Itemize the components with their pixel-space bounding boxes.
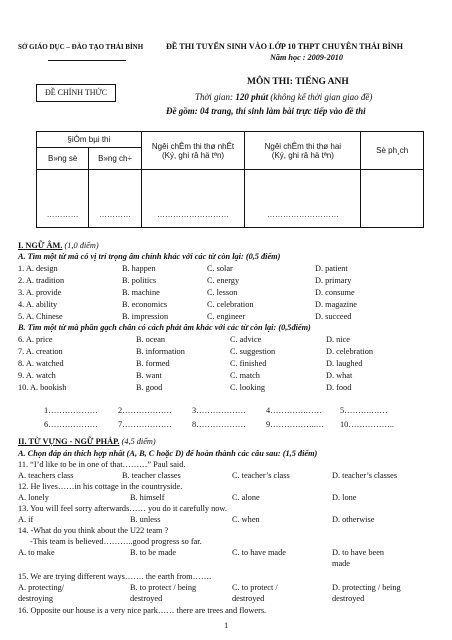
section2-partA-text: A. Chọn đáp án thích hợp nhất (A, B, C hoặc D) để hoàn thành các câu sau: <box>18 449 281 458</box>
examiner2-title: Ngêi chÊm thi thø hai <box>264 141 342 151</box>
exam-time <box>195 92 372 102</box>
section1-partB-text: B. Tìm một từ mà phần gạch chân có cách phát âm khác với các từ còn lại: <box>18 323 277 332</box>
pages-note: Đề gồm: 04 trang, thí sinh làm bài trực tiếp vào đề thi <box>166 106 366 116</box>
question-14: 14. -What do you think about the U22 team ? <box>18 526 169 535</box>
list-item: destroyed <box>332 594 365 603</box>
list-item: 8. A. watched <box>18 359 64 368</box>
list-item: B. happen <box>122 264 156 273</box>
list-item: C. finished <box>230 359 267 368</box>
list-item: 10. A. bookish <box>18 383 67 392</box>
section2-title <box>18 437 156 446</box>
section1-title <box>18 241 99 250</box>
list-item: C. advice <box>230 335 262 344</box>
question-12: 12. He lives……in his cottage in the countryside. <box>18 482 183 491</box>
question-14-reply: -This team is believed………..good progress so far. <box>30 537 202 546</box>
answer-blank[interactable]: 4………….…… <box>266 406 323 415</box>
list-item: B. machine <box>122 288 160 297</box>
section1-partB-points: (0,5điểm) <box>278 323 311 332</box>
id-code-header: Sè ph¸ch <box>361 132 424 170</box>
department-name: SỞ GIÁO DỤC – ĐÀO TẠO THÁI BÌNH <box>18 43 144 51</box>
examiner1-sign-note: (Ký, ghi râ hä tªn) <box>161 150 225 160</box>
list-item: C. suggestion <box>230 347 276 356</box>
list-item: C. to have made <box>232 548 286 557</box>
list-item: 9. A. watch <box>18 371 56 380</box>
answer-blank[interactable]: 9……………..… <box>266 420 325 429</box>
question-13: 13. You will feel sorry afterwards…… you do it carefully now. <box>18 504 227 513</box>
list-item: C. solar <box>207 264 233 273</box>
list-item: A. lonely <box>18 493 49 502</box>
section2-points: (4,5 điểm) <box>121 437 156 446</box>
score-digits-header: B»ng sè <box>37 148 89 170</box>
time-note: (không kể thời gian giao đề) <box>270 92 373 102</box>
examiner1-header <box>141 132 245 170</box>
list-item: 6. A. price <box>18 335 53 344</box>
answer-blank[interactable]: 6……………… <box>44 420 98 429</box>
list-item: B. want <box>136 371 162 380</box>
list-item: B. formed <box>136 359 170 368</box>
list-item: B. economics <box>122 300 168 309</box>
question-11: 11. “I’d like to be in one of that………” Paul said. <box>18 460 186 469</box>
answer-blank[interactable]: 10…………….. <box>340 420 394 429</box>
list-item: A. to make <box>18 548 55 557</box>
list-item: B. unless <box>130 515 161 524</box>
answer-blank[interactable]: 7……………… <box>118 420 172 429</box>
section1-partA-text: A. Tìm một từ mà có vị trí trọng âm chính khác với các từ còn lại: <box>18 252 244 261</box>
section1-partA <box>18 252 280 261</box>
list-item: D. nice <box>326 335 350 344</box>
list-item: C. to protect / <box>232 583 278 592</box>
list-item: D. teacher’s classes <box>332 471 398 480</box>
list-item: D. succeed <box>315 312 352 321</box>
list-item: D. lone <box>332 493 357 502</box>
list-item: D. celebration <box>326 347 373 356</box>
list-item: D. consume <box>315 288 355 297</box>
answer-blank[interactable]: 1……………… <box>44 406 98 415</box>
list-item: C. teacher’s class <box>232 471 290 480</box>
list-item: D. food <box>326 383 352 392</box>
question-15: 15. We are trying different ways……. the earth from……. <box>18 572 212 581</box>
score-words-cell[interactable]: ………… <box>89 170 141 228</box>
official-stamp-box: ĐỀ CHÍNH THỨC <box>36 84 116 102</box>
list-item: B. information <box>136 347 185 356</box>
list-item: A. protecting/ <box>18 583 65 592</box>
examiner1-sign-cell[interactable]: ……………………… <box>141 170 245 228</box>
list-item: D. primary <box>315 276 352 285</box>
list-item: B. to be made <box>130 548 177 557</box>
list-item: B. good <box>136 383 163 392</box>
list-item: B. ocean <box>136 335 166 344</box>
list-item: 3. A. provide <box>18 288 62 297</box>
list-item: C. alone <box>232 493 260 502</box>
score-digits-cell[interactable]: ………… <box>37 170 89 228</box>
answer-blank[interactable]: 5……….…… <box>340 406 388 415</box>
list-item: A. teachers class <box>18 471 74 480</box>
list-item: 1. A. design <box>18 264 58 273</box>
time-value: 120 phút <box>235 92 269 102</box>
section2-title-text: II. TỪ VỰNG - NGỮ PHÁP. <box>18 437 120 446</box>
answer-blank[interactable]: 3……………… <box>192 406 246 415</box>
school-year: Năm học : 2009-2010 <box>270 53 343 62</box>
list-item: B. himself <box>130 493 165 502</box>
page-number: 1 <box>224 620 229 630</box>
examiner2-header <box>245 132 361 170</box>
list-item: 2. A. tradition <box>18 276 65 285</box>
section1-points: (1,0 điểm) <box>64 241 99 250</box>
list-item: B. politics <box>122 276 157 285</box>
list-item: D. patient <box>315 264 348 273</box>
answer-blank[interactable]: 8……………… <box>192 420 246 429</box>
score-words-header: B»ng ch÷ <box>89 148 141 170</box>
department-underline <box>48 60 126 61</box>
list-item: B. teacher classes <box>122 471 181 480</box>
section2-partA-points: (1,5 điểm) <box>282 449 318 458</box>
section1-partA-points: (0,5 điểm) <box>245 252 281 261</box>
section1-title-text: I. NGỮ ÂM. <box>18 241 63 250</box>
exam-subject: MÔN THI: TIẾNG ANH <box>247 77 349 87</box>
list-item: B. to protect / being <box>130 583 197 592</box>
examiner1-title: Ngêi chÊm thi thø nhÊt <box>151 141 235 151</box>
exam-score-header: §iÓm bµi thi <box>37 132 142 148</box>
list-item: D. otherwise <box>332 515 375 524</box>
id-code-cell <box>361 170 424 228</box>
section2-partA <box>18 449 317 458</box>
list-item: made <box>332 559 350 568</box>
question-16: 16. Opposite our house is a very nice park…… there are trees and flowers. <box>18 606 267 615</box>
time-label: Thời gian: <box>195 92 234 102</box>
list-item: D. what <box>326 371 353 380</box>
section1-partB <box>18 323 311 332</box>
list-item: C. lesson <box>207 288 238 297</box>
exam-title: ĐỀ THI TUYỂN SINH VÀO LỚP 10 THPT CHUYÊN THÁI BÌNH <box>166 42 404 51</box>
answer-blank[interactable]: 2……………… <box>118 406 172 415</box>
list-item: 5. A. Chinese <box>18 312 63 321</box>
list-item: C. when <box>232 515 260 524</box>
list-item: B. impression <box>122 312 169 321</box>
list-item: destroying <box>18 594 54 603</box>
list-item: 4. A. ability <box>18 300 58 309</box>
list-item: D. laughed <box>326 359 363 368</box>
list-item: D. magazine <box>315 300 357 309</box>
list-item: C. engineer <box>207 312 246 321</box>
list-item: C. celebration <box>207 300 254 309</box>
list-item: A. if <box>18 515 34 524</box>
score-table <box>36 131 424 228</box>
list-item: C. looking <box>230 383 266 392</box>
list-item: D. to have been <box>332 548 385 557</box>
list-item: 7. A. creation <box>18 347 63 356</box>
list-item: destroyed <box>232 594 265 603</box>
list-item: D. protecting / being <box>332 583 401 592</box>
examiner2-sign-note: (Ký, ghi râ hä tªn) <box>271 150 334 160</box>
examiner2-sign-cell[interactable]: ……………………… <box>245 170 361 228</box>
list-item: C. energy <box>207 276 240 285</box>
list-item: destroyed <box>130 594 163 603</box>
list-item: C. match <box>230 371 260 380</box>
